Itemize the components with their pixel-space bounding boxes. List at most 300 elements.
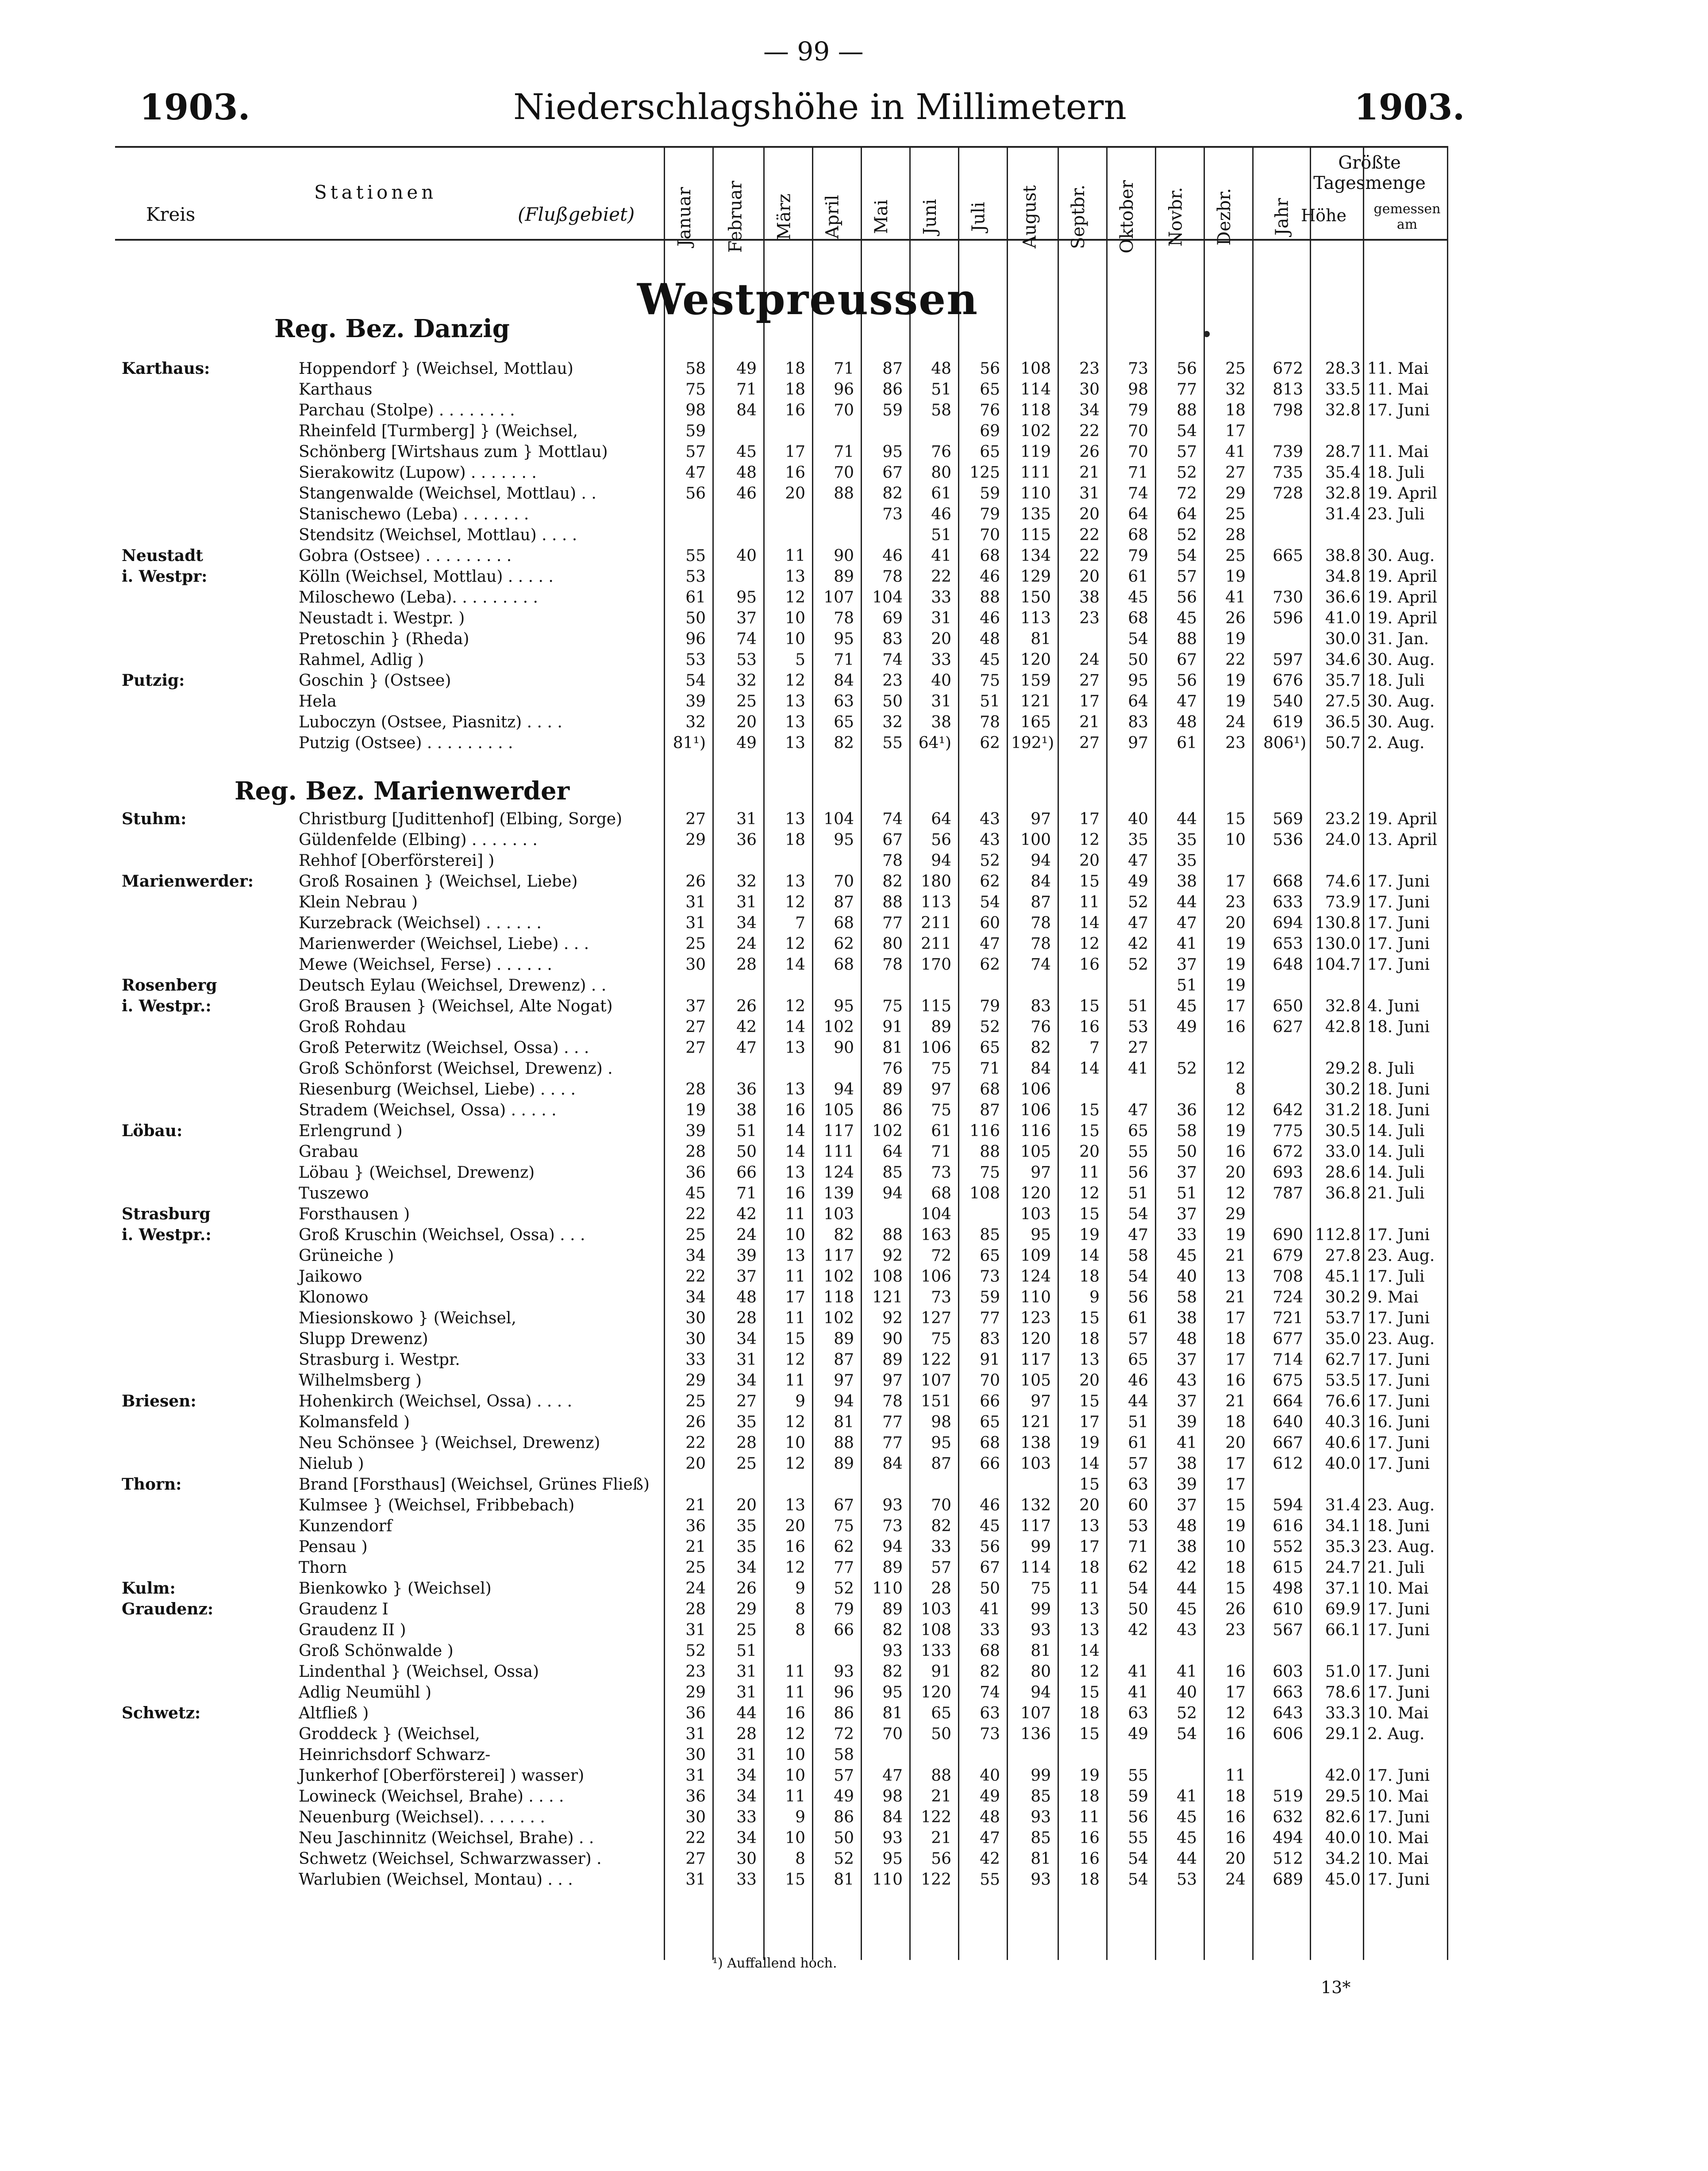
value-cell: 11 — [1079, 1579, 1100, 1598]
value-cell: 787 — [1273, 1184, 1303, 1203]
value-cell: 78 — [882, 852, 903, 870]
value-cell: 88 — [1177, 401, 1197, 419]
value-cell: 55 — [1128, 1829, 1148, 1847]
table-row — [0, 379, 1708, 400]
value-cell: 519 — [1273, 1787, 1303, 1806]
max-height-cell: 66.1 — [1325, 1621, 1361, 1639]
value-cell: 37 — [1177, 1392, 1197, 1410]
value-cell: 64 — [1128, 692, 1148, 711]
value-cell: 58 — [1177, 1122, 1197, 1140]
value-cell: 87 — [834, 893, 854, 911]
station-cell: Strasburg i. Westpr. — [299, 1351, 460, 1369]
table-row — [0, 1578, 1708, 1599]
table-row — [0, 1037, 1708, 1058]
value-cell: 84 — [882, 1808, 903, 1826]
table-row — [0, 691, 1708, 712]
value-cell: 117 — [1020, 1351, 1051, 1369]
value-cell: 58 — [1128, 1247, 1148, 1265]
value-cell: 71 — [736, 380, 757, 399]
max-date-cell: 17. Juni — [1367, 893, 1430, 911]
kreis-cell: Thorn: — [122, 1475, 182, 1494]
station-cell: Groß Brausen } (Weichsel, Alte Nogat) — [299, 997, 613, 1015]
value-cell: 125 — [969, 464, 1000, 482]
value-cell: 46 — [980, 568, 1000, 586]
value-cell: 34 — [736, 1767, 757, 1785]
station-cell: Junkerhof [Oberförsterei] ) wasser) — [299, 1767, 585, 1785]
value-cell: 21 — [1225, 1288, 1246, 1306]
max-date-cell: 17. Juni — [1367, 401, 1430, 419]
value-cell: 26 — [1079, 443, 1100, 461]
value-cell: 32 — [736, 872, 757, 891]
value-cell: 13 — [785, 1496, 805, 1514]
value-cell: 99 — [1031, 1767, 1051, 1785]
table-row — [0, 1516, 1708, 1537]
header-stationen: Stationen — [314, 181, 437, 203]
value-cell: 72 — [834, 1725, 854, 1743]
value-cell: 16 — [785, 1184, 805, 1203]
value-cell: 25 — [1225, 360, 1246, 378]
value-cell: 11 — [1079, 893, 1100, 911]
table-row — [0, 1620, 1708, 1641]
value-cell: 119 — [1020, 443, 1051, 461]
station-cell: Grüneiche ) — [299, 1247, 394, 1265]
value-cell: 31 — [685, 1725, 706, 1743]
value-cell: 102 — [872, 1122, 903, 1140]
station-cell: Miesionskowo } (Weichsel, — [299, 1309, 516, 1327]
value-cell: 106 — [1020, 1080, 1051, 1099]
header-kreis: Kreis — [146, 204, 196, 225]
value-cell: 11 — [785, 1372, 805, 1390]
value-cell: 59 — [882, 401, 903, 419]
value-cell: 56 — [685, 484, 706, 503]
station-cell: Schwetz (Weichsel, Schwarzwasser) . — [299, 1850, 602, 1868]
header-month — [1215, 150, 1234, 283]
value-cell: 53 — [1128, 1018, 1148, 1036]
value-cell: 32 — [882, 713, 903, 731]
max-date-cell: 30. Aug. — [1367, 651, 1435, 669]
value-cell: 31 — [685, 1621, 706, 1639]
value-cell: 55 — [1128, 1143, 1148, 1161]
value-cell: 15 — [1079, 997, 1100, 1015]
value-cell: 16 — [1079, 1018, 1100, 1036]
max-date-cell: 19. April — [1367, 484, 1437, 503]
value-cell: 42 — [736, 1205, 757, 1223]
station-cell: Rahmel, Adlig ) — [299, 651, 424, 669]
station-cell: Pensau ) — [299, 1538, 368, 1556]
station-cell: Heinrichsdorf Schwarz- — [299, 1746, 491, 1764]
value-cell: 15 — [785, 1330, 805, 1348]
value-cell: 15 — [1225, 810, 1246, 828]
value-cell: 13 — [785, 1039, 805, 1057]
value-cell: 44 — [1177, 810, 1197, 828]
value-cell: 10 — [785, 1767, 805, 1785]
max-date-cell: 23. Aug. — [1367, 1247, 1435, 1265]
value-cell: 134 — [1020, 547, 1051, 565]
table-row — [0, 1495, 1708, 1516]
value-cell: 84 — [834, 672, 854, 690]
max-date-cell: 4. Juni — [1367, 997, 1420, 1015]
value-cell: 56 — [1177, 672, 1197, 690]
value-cell: 61 — [1128, 1434, 1148, 1452]
value-cell: 11 — [1225, 1767, 1246, 1785]
value-cell: 120 — [1020, 1330, 1051, 1348]
value-cell: 90 — [882, 1330, 903, 1348]
max-height-cell: 36.8 — [1325, 1184, 1361, 1203]
value-cell: 87 — [931, 1455, 951, 1473]
value-cell: 54 — [1128, 1268, 1148, 1286]
value-cell: 18 — [785, 380, 805, 399]
value-cell: 676 — [1273, 672, 1303, 690]
value-cell: 31 — [685, 893, 706, 911]
kreis-cell: i. Westpr.: — [122, 1226, 212, 1244]
value-cell: 53 — [1128, 1517, 1148, 1535]
value-cell: 20 — [736, 713, 757, 731]
header-month — [1069, 150, 1088, 283]
value-cell: 76 — [1031, 1018, 1051, 1036]
value-cell: 105 — [1020, 1143, 1051, 1161]
value-cell: 68 — [980, 547, 1000, 565]
value-cell: 65 — [1128, 1122, 1148, 1140]
max-date-cell: 10. Mai — [1367, 1829, 1429, 1847]
value-cell: 97 — [1128, 734, 1148, 752]
value-cell: 67 — [980, 1559, 1000, 1577]
value-cell: 120 — [1020, 1184, 1051, 1203]
value-cell: 104 — [872, 588, 903, 607]
station-cell: Adlig Neumühl ) — [299, 1683, 432, 1702]
value-cell: 552 — [1273, 1538, 1303, 1556]
value-cell: 71 — [1128, 464, 1148, 482]
value-cell: 37 — [1177, 1351, 1197, 1369]
value-cell: 22 — [685, 1205, 706, 1223]
value-cell: 45 — [980, 651, 1000, 669]
max-date-cell: 18. Juni — [1367, 1101, 1430, 1119]
value-cell: 616 — [1273, 1517, 1303, 1535]
value-cell: 51 — [736, 1122, 757, 1140]
value-cell: 20 — [785, 1517, 805, 1535]
station-cell: Groß Peterwitz (Weichsel, Ossa) . . . — [299, 1039, 589, 1057]
value-cell: 47 — [1128, 914, 1148, 932]
value-cell: 104 — [921, 1205, 951, 1223]
value-cell: 721 — [1273, 1309, 1303, 1327]
value-cell: 20 — [785, 484, 805, 503]
value-cell: 19 — [1079, 1434, 1100, 1452]
station-cell: Neu Schönsee } (Weichsel, Drewenz) — [299, 1434, 600, 1452]
value-cell: 89 — [882, 1080, 903, 1099]
value-cell: 34 — [736, 1372, 757, 1390]
value-cell: 49 — [736, 734, 757, 752]
value-cell: 96 — [834, 380, 854, 399]
max-height-cell: 36.6 — [1325, 588, 1361, 607]
station-cell: Warlubien (Weichsel, Montau) . . . — [299, 1871, 573, 1889]
table-row — [0, 1329, 1708, 1349]
header-month-label: April — [823, 195, 843, 239]
value-cell: 21 — [1225, 1392, 1246, 1410]
value-cell: 67 — [1177, 651, 1197, 669]
value-cell: 106 — [1020, 1101, 1051, 1119]
value-cell: 111 — [823, 1143, 854, 1161]
value-cell: 37 — [685, 997, 706, 1015]
value-cell: 70 — [834, 401, 854, 419]
value-cell: 68 — [980, 1080, 1000, 1099]
value-cell: 30 — [685, 1808, 706, 1826]
value-cell: 35 — [1128, 831, 1148, 849]
table-row — [0, 850, 1708, 871]
value-cell: 18 — [1225, 401, 1246, 419]
table-row — [0, 1848, 1708, 1869]
value-cell: 79 — [980, 997, 1000, 1015]
value-cell: 93 — [1031, 1808, 1051, 1826]
station-cell: Klein Nebrau ) — [299, 893, 418, 911]
value-cell: 28 — [685, 1080, 706, 1099]
table-row — [0, 1204, 1708, 1225]
value-cell: 57 — [1128, 1330, 1148, 1348]
max-height-cell: 37.1 — [1325, 1579, 1361, 1598]
value-cell: 29 — [685, 1372, 706, 1390]
value-cell: 103 — [823, 1205, 854, 1223]
station-cell: Tuszewo — [299, 1184, 369, 1203]
value-cell: 57 — [685, 443, 706, 461]
value-cell: 30 — [1079, 380, 1100, 399]
value-cell: 132 — [1020, 1496, 1051, 1514]
value-cell: 110 — [872, 1871, 903, 1889]
max-date-cell: 31. Jan. — [1367, 630, 1429, 648]
value-cell: 74 — [1031, 956, 1051, 974]
table-row — [0, 1100, 1708, 1121]
value-cell: 48 — [1177, 1330, 1197, 1348]
value-cell: 25 — [685, 1226, 706, 1244]
value-cell: 643 — [1273, 1704, 1303, 1722]
value-cell: 59 — [685, 422, 706, 440]
value-cell: 44 — [736, 1704, 757, 1722]
value-cell: 95 — [882, 443, 903, 461]
value-cell: 14 — [1079, 1060, 1100, 1078]
value-cell: 55 — [882, 734, 903, 752]
value-cell: 85 — [1031, 1787, 1051, 1806]
value-cell: 43 — [980, 810, 1000, 828]
value-cell: 75 — [931, 1330, 951, 1348]
value-cell: 22 — [1079, 526, 1100, 544]
value-cell: 77 — [882, 914, 903, 932]
value-cell: 127 — [921, 1309, 951, 1327]
value-cell: 43 — [980, 831, 1000, 849]
value-cell: 61 — [931, 1122, 951, 1140]
value-cell: 31 — [685, 914, 706, 932]
value-cell: 612 — [1273, 1455, 1303, 1473]
value-cell: 43 — [1177, 1372, 1197, 1390]
value-cell: 40 — [736, 547, 757, 565]
value-cell: 594 — [1273, 1496, 1303, 1514]
value-cell: 12 — [785, 1351, 805, 1369]
value-cell: 41 — [1177, 1787, 1197, 1806]
value-cell: 33 — [736, 1871, 757, 1889]
value-cell: 65 — [980, 1247, 1000, 1265]
value-cell: 96 — [685, 630, 706, 648]
value-cell: 52 — [1177, 1704, 1197, 1722]
value-cell: 10 — [785, 630, 805, 648]
value-cell: 27 — [736, 1392, 757, 1410]
value-cell: 92 — [882, 1247, 903, 1265]
value-cell: 51 — [736, 1642, 757, 1660]
year-right: 1903. — [1354, 86, 1465, 128]
value-cell: 35 — [736, 1413, 757, 1431]
value-cell: 82 — [931, 1517, 951, 1535]
value-cell: 16 — [1225, 1725, 1246, 1743]
max-date-cell: 17. Juni — [1367, 1455, 1430, 1473]
value-cell: 17 — [1225, 1476, 1246, 1494]
max-height-cell: 24.0 — [1325, 831, 1361, 849]
value-cell: 19 — [1225, 976, 1246, 995]
value-cell: 63 — [1128, 1704, 1148, 1722]
value-cell: 31 — [736, 1351, 757, 1369]
value-cell: 55 — [1128, 1767, 1148, 1785]
value-cell: 89 — [834, 1330, 854, 1348]
value-cell: 70 — [834, 872, 854, 891]
value-cell: 70 — [931, 1496, 951, 1514]
value-cell: 70 — [834, 464, 854, 482]
value-cell: 94 — [1031, 1683, 1051, 1702]
value-cell: 14 — [1079, 1247, 1100, 1265]
value-cell: 806¹) — [1263, 734, 1307, 752]
value-cell: 12 — [1225, 1101, 1246, 1119]
value-cell: 94 — [882, 1538, 903, 1556]
max-date-cell: 17. Juni — [1367, 1808, 1430, 1826]
value-cell: 694 — [1273, 914, 1303, 932]
value-cell: 50 — [931, 1725, 951, 1743]
table-row — [0, 1786, 1708, 1807]
value-cell: 80 — [931, 464, 951, 482]
value-cell: 24 — [685, 1579, 706, 1598]
max-date-cell: 23. Juli — [1367, 505, 1425, 523]
value-cell: 25 — [685, 935, 706, 953]
value-cell: 34 — [1079, 401, 1100, 419]
value-cell: 71 — [1128, 1538, 1148, 1556]
value-cell: 5 — [795, 651, 805, 669]
value-cell: 12 — [785, 672, 805, 690]
max-date-cell: 17. Juni — [1367, 935, 1430, 953]
kreis-cell: Karthaus: — [122, 359, 210, 378]
value-cell: 11 — [785, 1663, 805, 1681]
value-cell: 653 — [1273, 935, 1303, 953]
value-cell: 73 — [931, 1288, 951, 1306]
value-cell: 28 — [736, 1434, 757, 1452]
value-cell: 18 — [1225, 1413, 1246, 1431]
max-height-cell: 29.2 — [1325, 1060, 1361, 1078]
value-cell: 75 — [980, 672, 1000, 690]
max-height-cell: 41.0 — [1325, 609, 1361, 627]
value-cell: 165 — [1020, 713, 1051, 731]
value-cell: 64 — [1177, 505, 1197, 523]
table-row — [0, 975, 1708, 996]
value-cell: 114 — [1020, 1559, 1051, 1577]
value-cell: 38 — [1177, 872, 1197, 891]
max-date-cell: 17. Juni — [1367, 1434, 1430, 1452]
value-cell: 97 — [1031, 1164, 1051, 1182]
value-cell: 62 — [980, 734, 1000, 752]
value-cell: 82 — [834, 734, 854, 752]
value-cell: 33 — [931, 651, 951, 669]
value-cell: 117 — [823, 1247, 854, 1265]
value-cell: 61 — [1128, 568, 1148, 586]
value-cell: 17 — [785, 1288, 805, 1306]
value-cell: 23 — [685, 1663, 706, 1681]
value-cell: 78 — [882, 568, 903, 586]
value-cell: 70 — [1128, 422, 1148, 440]
value-cell: 111 — [1020, 464, 1051, 482]
value-cell: 20 — [736, 1496, 757, 1514]
station-cell: Erlengrund ) — [299, 1122, 403, 1140]
value-cell: 30 — [685, 1330, 706, 1348]
max-date-cell: 30. Aug. — [1367, 713, 1435, 731]
value-cell: 26 — [1225, 609, 1246, 627]
value-cell: 12 — [785, 1725, 805, 1743]
value-cell: 18 — [1225, 1330, 1246, 1348]
value-cell: 19 — [1079, 1767, 1100, 1785]
max-date-cell: 19. April — [1367, 609, 1437, 627]
value-cell: 51 — [1177, 976, 1197, 995]
value-cell: 110 — [1020, 1288, 1051, 1306]
value-cell: 114 — [1020, 380, 1051, 399]
value-cell: 69 — [882, 609, 903, 627]
table-row — [0, 1724, 1708, 1744]
value-cell: 16 — [785, 464, 805, 482]
value-cell: 73 — [882, 505, 903, 523]
value-cell: 79 — [1128, 401, 1148, 419]
value-cell: 81 — [882, 1704, 903, 1722]
value-cell: 24 — [1225, 1871, 1246, 1889]
value-cell: 675 — [1273, 1372, 1303, 1390]
value-cell: 56 — [980, 360, 1000, 378]
value-cell: 32 — [1225, 380, 1246, 399]
max-date-cell: 10. Mai — [1367, 1579, 1429, 1598]
station-cell: Luboczyn (Ostsee, Piasnitz) . . . . — [299, 713, 562, 731]
header-max-hoehe: Höhe — [1301, 206, 1346, 225]
max-date-cell: 14. Juli — [1367, 1122, 1425, 1140]
value-cell: 75 — [882, 997, 903, 1015]
value-cell: 99 — [1031, 1600, 1051, 1618]
max-height-cell: 38.8 — [1325, 547, 1361, 565]
table-row — [0, 892, 1708, 913]
value-cell: 192¹) — [1011, 734, 1054, 752]
station-cell: Christburg [Judittenhof] (Elbing, Sorge) — [299, 810, 623, 828]
value-cell: 102 — [823, 1268, 854, 1286]
value-cell: 51 — [931, 526, 951, 544]
value-cell: 18 — [1079, 1559, 1100, 1577]
value-cell: 50 — [882, 692, 903, 711]
value-cell: 28 — [685, 1143, 706, 1161]
value-cell: 40 — [980, 1767, 1000, 1785]
kreis-cell: Putzig: — [122, 671, 185, 690]
value-cell: 54 — [685, 672, 706, 690]
station-cell: Graudenz I — [299, 1600, 389, 1618]
value-cell: 16 — [785, 1101, 805, 1119]
value-cell: 59 — [980, 484, 1000, 503]
value-cell: 31 — [1079, 484, 1100, 503]
value-cell: 51 — [1128, 1184, 1148, 1203]
value-cell: 41 — [1177, 935, 1197, 953]
max-date-cell: 11. Mai — [1367, 360, 1429, 378]
value-cell: 50 — [1177, 1143, 1197, 1161]
max-date-cell: 17. Juni — [1367, 1621, 1430, 1639]
station-cell: Groß Rohdau — [299, 1018, 406, 1036]
max-height-cell: 29.5 — [1325, 1787, 1361, 1806]
value-cell: 120 — [1020, 651, 1051, 669]
value-cell: 32 — [736, 672, 757, 690]
value-cell: 14 — [785, 1122, 805, 1140]
value-cell: 87 — [980, 1101, 1000, 1119]
value-cell: 62 — [980, 956, 1000, 974]
value-cell: 66 — [980, 1392, 1000, 1410]
value-cell: 16 — [1079, 1850, 1100, 1868]
